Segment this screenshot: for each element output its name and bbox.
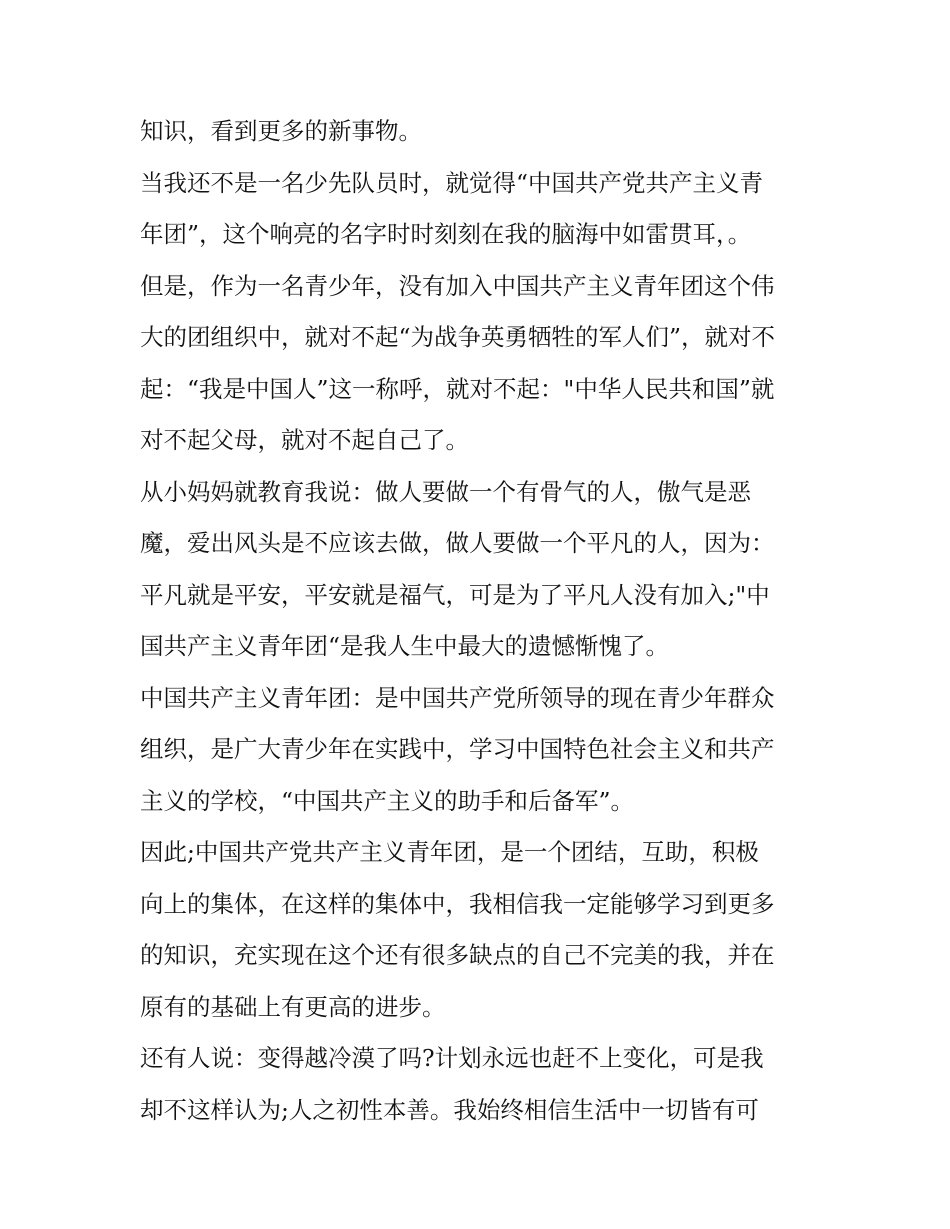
text-line: 中国共产主义青年团：是中国共产党所领导的现在青少年群众 [140,683,775,712]
text-line: 却不这样认为;人之初性本善。我始终相信生活中一切皆有可 [140,1095,759,1124]
text-line: 但是，作为一名青少年，没有加入中国共产主义青年团这个伟 [140,271,775,300]
text-line: 大的团组织中，就对不起“为战争英勇牺牲的军人们”，就对不 [140,323,776,351]
text-line: 当我还不是一名少先队员时，就觉得“中国共产党共产主义青 [140,168,764,197]
text-line: 知识，看到更多的新事物。 [140,117,422,145]
text-line: 魔，爱出风头是不应该去做，做人要做一个平凡的人，因为： [140,529,775,557]
document-body [140,106,820,1136]
text-line: 的知识，充实现在这个还有很多缺点的自己不完美的我，并在 [140,941,775,969]
text-line: 从小妈妈就教育我说：做人要做一个有骨气的人，傲气是恶 [140,477,751,506]
text-line: 组织，是广大青少年在实践中，学习中国特色社会主义和共产 [140,735,775,763]
text-line: 对不起父母，就对不起自己了。 [140,426,469,454]
text-line: 向上的集体，在这样的集体中，我相信我一定能够学习到更多 [140,889,775,918]
text-line: 平凡就是平安，平安就是福气，可是为了平凡人没有加入;"中 [140,580,770,609]
text-line: 起：“我是中国人”这一称呼，就对不起："中华人民共和国”就 [140,374,775,403]
text-line: 还有人说：变得越冷漠了吗?计划永远也赶不上变化，可是我 [140,1044,764,1072]
text-line: 原有的基础上有更高的进步。 [140,992,446,1021]
text-line: 主义的学校，“中国共产主义的助手和后备军”。 [140,786,635,815]
text-line: 国共产主义青年团“是我人生中最大的遗憾惭愧了。 [140,632,670,660]
text-line: 年团”，这个响亮的名字时时刻刻在我的脑海中如雷贯耳，。 [140,220,752,248]
text-line: 因此;中国共产党共产主义青年团，是一个团结，互助，积极 [140,838,759,866]
